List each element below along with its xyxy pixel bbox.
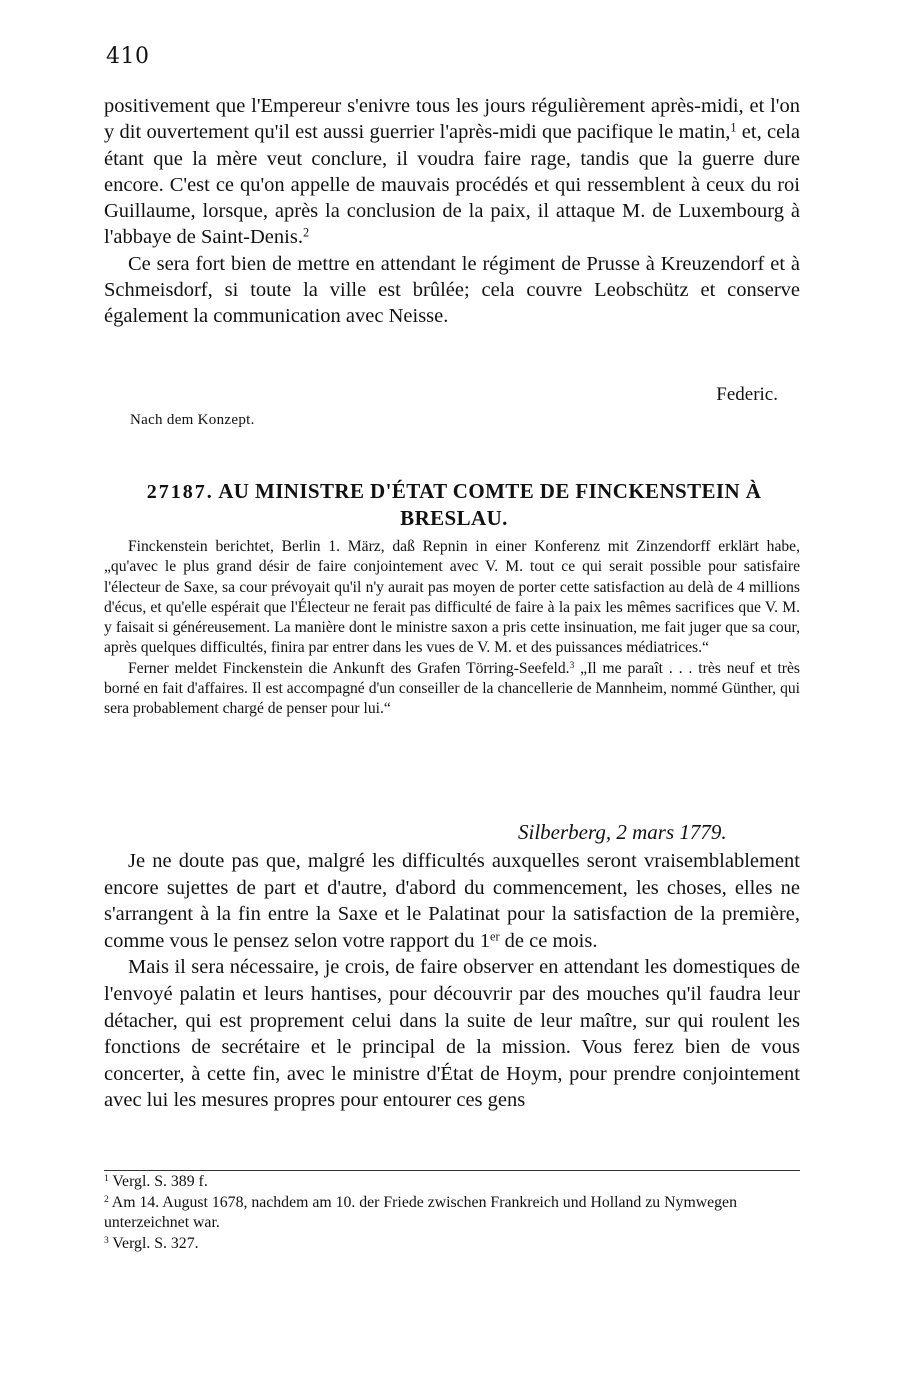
summary-paragraph <box>104 537 800 659</box>
footnote-mark: 3 <box>104 1235 109 1246</box>
summary-quote: „Il me paraît . . . très neuf et très borné en fait d'affaires. Il est accompagné d'un conseiller de la chancellerie de Mannheim, nommé Günther, qui sera probablement chargé de penser pour lui.“ <box>104 659 800 718</box>
summary-text: Finckenstein berichtet, Berlin 1. März, daß Repnin in einer Konferenz mit Zinzendorff erklärt habe, <box>128 538 800 555</box>
letter-paragraph <box>104 848 800 954</box>
page-number: 410 <box>106 44 150 69</box>
signature: Federic. <box>716 384 778 405</box>
continuation-text <box>104 93 800 330</box>
document-summary <box>104 537 800 720</box>
footnote <box>104 1172 800 1193</box>
superscript: er <box>489 929 500 944</box>
letter-text <box>104 848 800 1114</box>
footnote-mark: 1 <box>104 1173 109 1184</box>
summary-paragraph <box>104 659 800 720</box>
footnote-text: Am 14. August 1678, nachdem am 10. der Friede zwischen Frankreich und Holland zu Nymwegen unterzeichnet war. <box>104 1193 737 1231</box>
document-number: 27187. <box>146 481 214 503</box>
letter-paragraph: Mais il sera nécessaire, je crois, de faire observer en attendant les domestiques de l'envoyé palatin et leurs hantises, pour découvrir par des mouches qu'il faudra leur détacher, qui est proprement celui dans la suite de leur maître, sur qui roulent les fonctions de secrétaire et le principal de la mission. Vous ferez bien de vous concerter, à cette fin, avec le ministre d'État de Hoym, pour prendre conjointement avec lui les mesures propres pour entourer ces gens <box>104 956 800 1112</box>
document-heading <box>104 478 804 531</box>
footnote-divider <box>104 1170 800 1171</box>
footnotes <box>104 1172 800 1254</box>
paragraph-text: positivement que l'Empereur s'enivre tous les jours régulièrement après-midi, et l'on y dit ouvertement qu'il est aussi guerrier l'après-midi que pacifique le matin, <box>104 95 800 144</box>
footnote-mark: 2 <box>104 1194 109 1205</box>
footnote <box>104 1193 800 1234</box>
paragraph-text: et, cela étant que la mère veut conclure, il voudra faire rage, tandis que la guerre dure encore. C'est ce qu'on appelle de mauvais procédés et qui ressemblent à ceux du roi Guillaume, lorsque, après la conclusion de la paix, il attaque M. de Luxembourg à l'abbaye de Saint-Denis. <box>104 121 800 249</box>
paragraph-text: Je ne doute pas que, malgré les difficultés auxquelles seront vraisemblablement encore sujettes de part et d'autre, d'abord du commencement, les choses, elles ne s'arrangent à la fin entre la Saxe et le Palatinat pour la satisfaction de la première, comme vous le pensez selon votre rapport du 1 <box>104 850 800 952</box>
summary-quote: „qu'avec le plus grand désir de faire conjointement avec V. M. tout ce qui serait possible pour satisfaire l'électeur de Saxe, sa cour prévoyait qu'il n'y aurait pas moyen de porter cette satisfaction au delà de 4 millions d'écus, et qu'elle espérait que l'Électeur ne ferait pas difficulté de faire à la paix les mêmes sacrifices que V. M. y faisait si généreusement. La manière dont le ministre saxon a pris cette insinuation, me fait juger que sa cour, après quelques difficultés, finira par entrer dans les vues de V. M. et des puissances médiatrices.“ <box>104 558 800 657</box>
continuation-paragraph <box>104 93 800 251</box>
footnote-ref: 3 <box>569 660 575 671</box>
paragraph-text: de ce mois. <box>499 929 598 952</box>
body-paragraph: Ce sera fort bien de mettre en attendant le régiment de Prusse à Kreuzendorf et à Schmeisdorf, si toute la ville est brûlée; cela couvre Leobschütz et conserve également la communication avec Neisse. <box>104 252 800 328</box>
footnote-ref: 2 <box>302 225 310 240</box>
document-title: AU MINISTRE D'ÉTAT COMTE DE FINCKENSTEIN À BRESLAU. <box>218 479 762 530</box>
footnote-text: Vergl. S. 327. <box>108 1234 199 1252</box>
footnote-text: Vergl. S. 389 f. <box>108 1173 208 1190</box>
source-note: Nach dem Konzept. <box>130 412 255 428</box>
summary-text: Ferner meldet Finckenstein die Ankunft des Grafen Törring-Seefeld. <box>128 659 570 677</box>
footnote <box>104 1234 800 1255</box>
dateline: Silberberg, 2 mars 1779. <box>518 820 727 844</box>
footnote-ref: 1 <box>730 120 737 135</box>
